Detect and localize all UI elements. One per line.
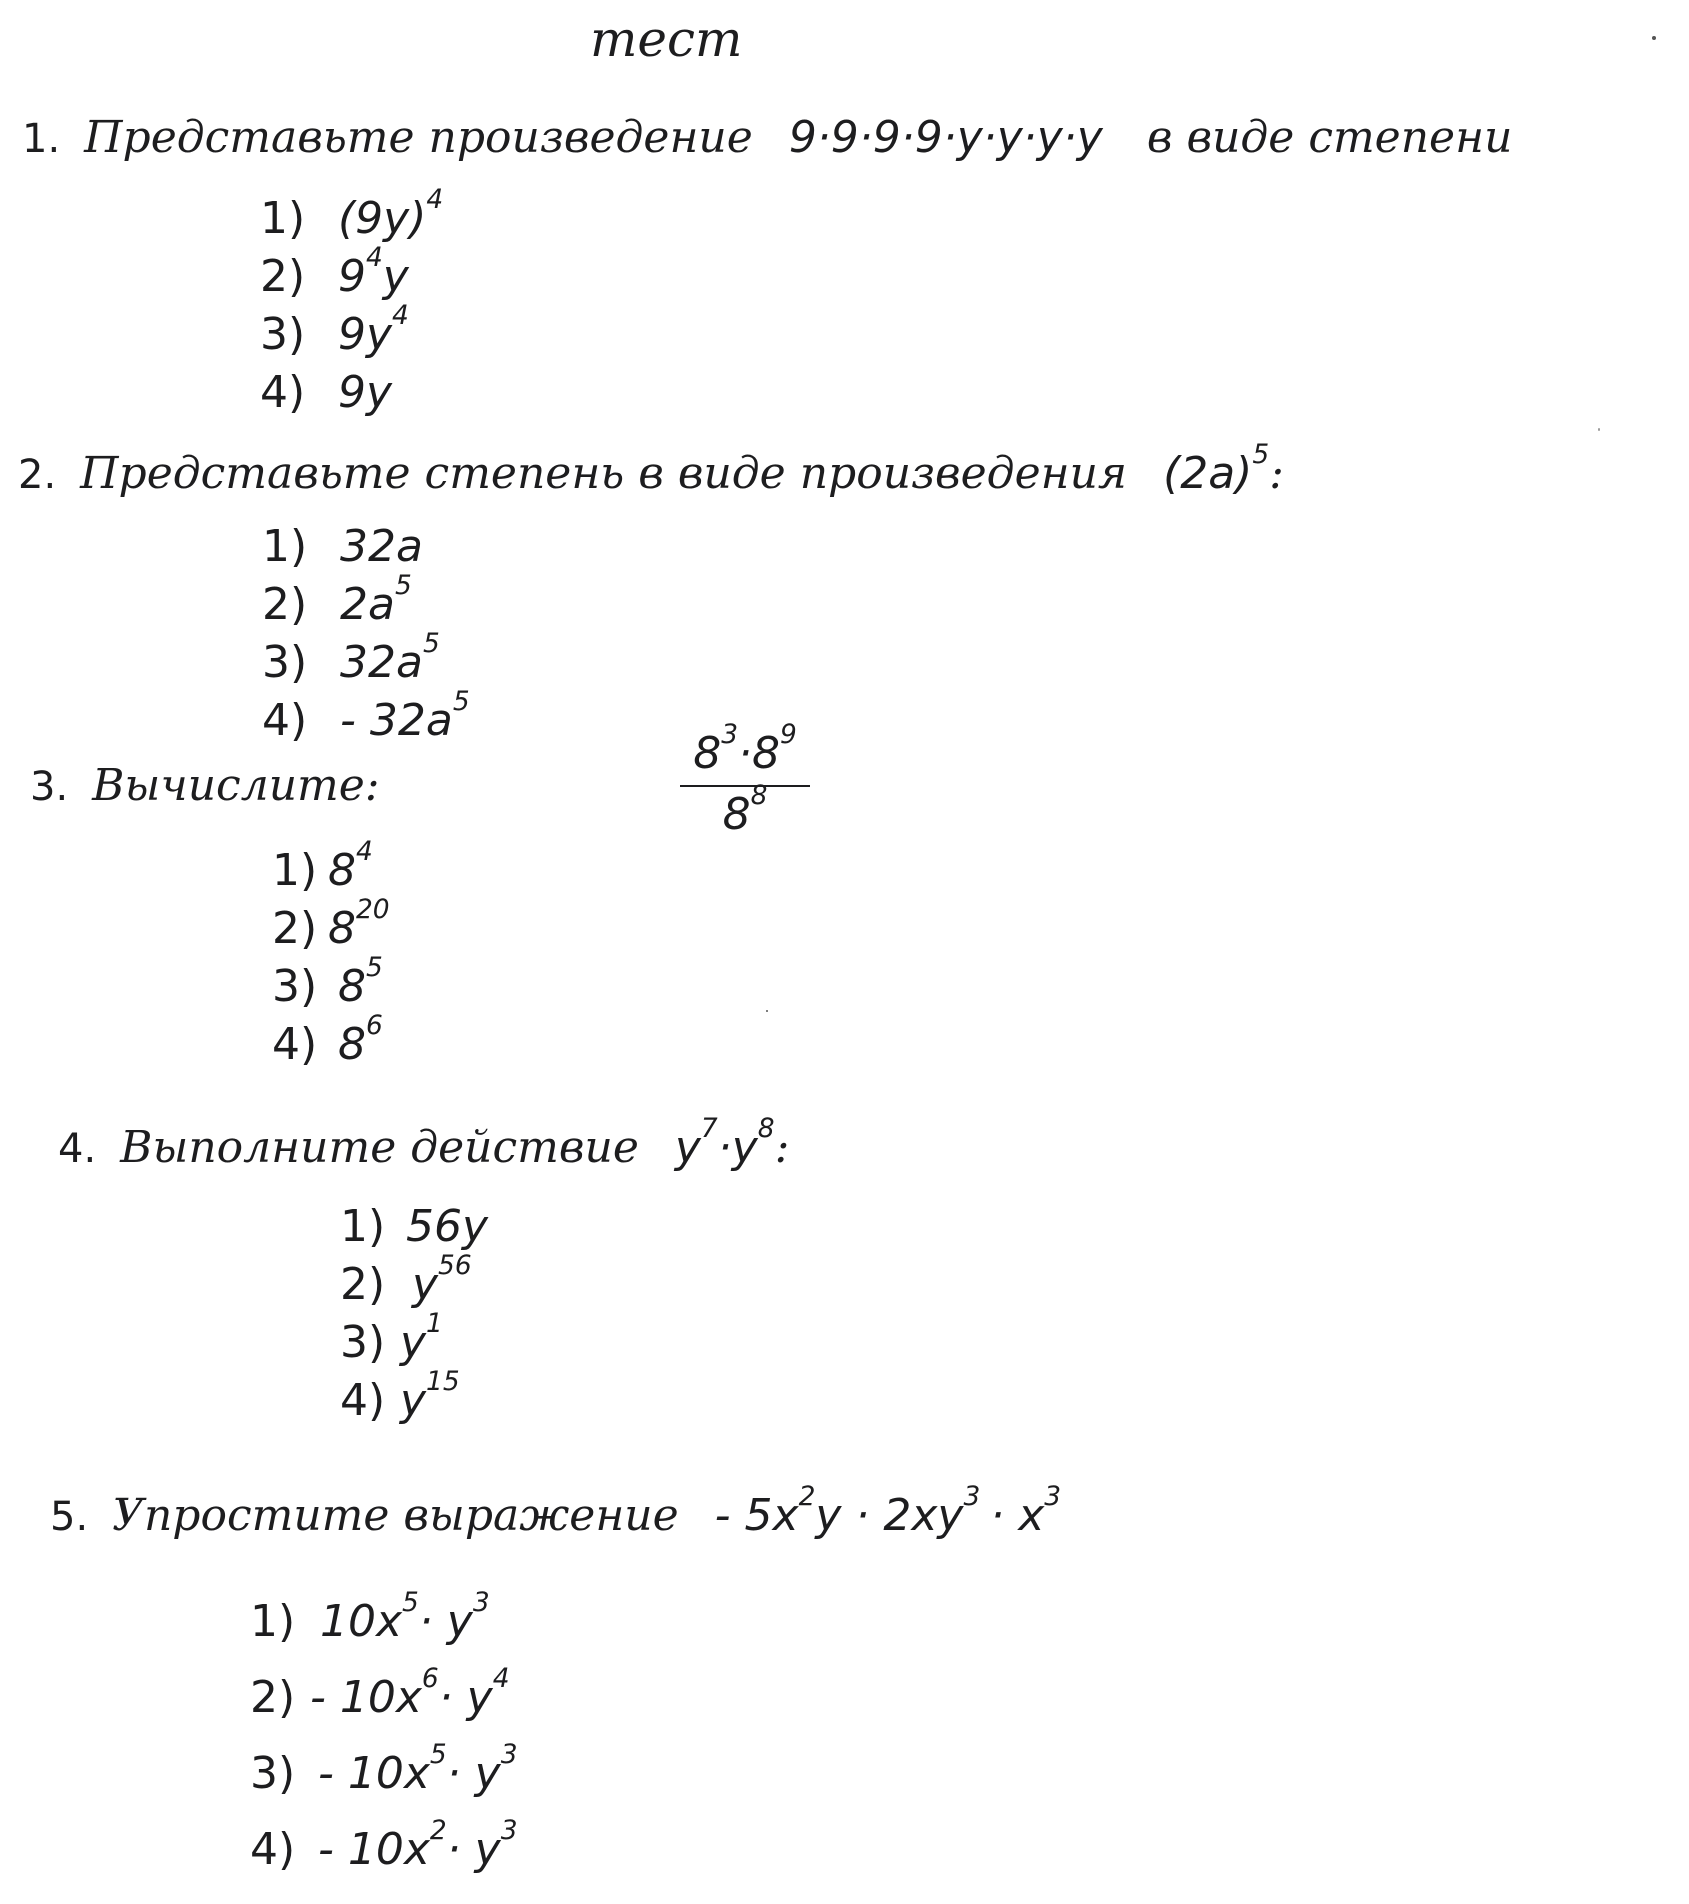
question-text: Выполните действие — [120, 1122, 639, 1173]
option-number: 2) — [262, 579, 308, 630]
answer-options-4 — [340, 1198, 488, 1430]
option-base: 8 — [328, 845, 356, 896]
answer-option[interactable] — [262, 518, 470, 576]
answer-option[interactable] — [340, 1249, 488, 1314]
option-exponent: 15 — [426, 1365, 460, 1397]
answer-option[interactable] — [340, 1198, 488, 1256]
option-base: 2a — [340, 579, 395, 630]
question-3-fraction — [680, 718, 810, 840]
option-exponent: 2 — [429, 1814, 447, 1846]
option-number: 1) — [262, 521, 308, 572]
question-text: Представьте произведение — [84, 112, 753, 163]
option-number: 3) — [340, 1317, 386, 1368]
question-1 — [22, 112, 1512, 163]
question-expression: 9·9·9·9·y·y·y·y — [788, 112, 1103, 163]
numerator-base-a: 8 — [693, 728, 722, 779]
option-number: 2) — [340, 1259, 386, 1310]
option-base: · y — [418, 1596, 473, 1647]
answer-option[interactable] — [250, 1660, 518, 1736]
option-base: 9y — [338, 309, 393, 360]
option-exponent: 3 — [500, 1738, 518, 1770]
option-base: · y — [446, 1748, 501, 1799]
option-tail: y — [382, 251, 409, 302]
fraction-numerator — [680, 718, 810, 779]
answer-option[interactable] — [250, 1812, 518, 1888]
option-base: - 10x — [318, 1748, 430, 1799]
paper-speck — [766, 1010, 768, 1012]
option-exponent: 5 — [452, 685, 470, 717]
answer-option[interactable] — [260, 183, 444, 248]
option-number: 3) — [262, 637, 308, 688]
denominator-base: 8 — [722, 789, 751, 840]
option-base: 8 — [328, 903, 356, 954]
answer-option[interactable] — [272, 951, 390, 1016]
option-exponent: 5 — [422, 627, 440, 659]
option-base: 8 — [338, 1019, 366, 1070]
numerator-exp-a: 3 — [721, 718, 738, 750]
question-4 — [58, 1112, 790, 1173]
answer-option[interactable] — [272, 835, 390, 900]
answer-option[interactable] — [262, 627, 470, 692]
option-exponent: 4 — [392, 299, 409, 331]
answer-option[interactable] — [260, 241, 443, 306]
option-base: · y — [438, 1672, 493, 1723]
question-text: Представьте степень в виде произведения — [80, 448, 1128, 499]
answer-option[interactable] — [272, 1009, 390, 1074]
option-exponent: 20 — [356, 893, 390, 925]
answer-option[interactable] — [272, 893, 390, 958]
option-exponent: 5 — [366, 951, 383, 983]
option-exponent: 5 — [402, 1586, 419, 1618]
answer-options-1 — [260, 183, 444, 422]
question-number: 3. — [30, 764, 69, 810]
question-text: Вычислите: — [92, 760, 380, 811]
option-number: 2) — [260, 251, 306, 302]
question-text: Упростите выражение — [112, 1490, 679, 1541]
question-expression-exponent: 3 — [963, 1480, 981, 1512]
question-suffix: : — [1269, 448, 1284, 499]
option-base: 9y — [338, 367, 393, 418]
option-number: 2) — [250, 1672, 296, 1723]
option-exponent: 5 — [394, 569, 412, 601]
option-base: - 10x — [318, 1824, 430, 1875]
option-exponent: 5 — [429, 1738, 447, 1770]
question-expression-part: · x — [990, 1490, 1045, 1541]
paper-speck — [1652, 36, 1656, 40]
option-exponent: 6 — [366, 1009, 383, 1041]
option-exponent: 4 — [426, 183, 444, 215]
option-base: 10x — [320, 1596, 403, 1647]
question-expression-dot: · — [717, 1122, 732, 1173]
question-expression-exp-a: 7 — [700, 1112, 718, 1144]
option-exponent: 56 — [438, 1249, 472, 1281]
fraction-denominator — [680, 779, 810, 840]
question-expression-exponent: 2 — [798, 1480, 816, 1512]
option-number: 1) — [260, 193, 306, 244]
option-base: 8 — [338, 961, 366, 1012]
question-expression: (2a) — [1163, 448, 1253, 499]
option-base: 32a — [340, 521, 423, 572]
option-base: - 10x — [310, 1672, 422, 1723]
answer-option[interactable] — [262, 685, 470, 750]
option-base: (9y) — [338, 193, 427, 244]
question-5 — [50, 1480, 1062, 1541]
question-expression-b: y — [731, 1122, 758, 1173]
answer-options-2 — [262, 518, 470, 750]
answer-options-3 — [272, 835, 390, 1074]
option-exponent: 6 — [421, 1662, 439, 1694]
numerator-base-b: 8 — [752, 728, 780, 779]
page-title: тест — [590, 10, 743, 68]
option-base: · y — [446, 1824, 501, 1875]
answer-option[interactable] — [260, 299, 443, 364]
option-base: 32a — [340, 637, 423, 688]
option-exponent: 4 — [366, 241, 383, 273]
answer-option[interactable] — [262, 569, 470, 634]
option-number: 4) — [250, 1824, 296, 1875]
option-number: 3) — [250, 1748, 296, 1799]
option-number: 4) — [260, 367, 306, 418]
question-suffix: : — [774, 1122, 790, 1173]
option-exponent: 4 — [492, 1662, 510, 1694]
numerator-exp-b: 9 — [780, 718, 797, 750]
option-base: y — [412, 1259, 439, 1310]
option-base: 9 — [338, 251, 366, 302]
option-exponent: 1 — [426, 1307, 443, 1339]
option-base: y — [400, 1317, 427, 1368]
option-number: 2) — [272, 903, 318, 954]
option-base: 56y — [406, 1201, 489, 1252]
denominator-exp: 8 — [750, 779, 768, 811]
answer-option[interactable] — [340, 1307, 488, 1372]
option-number: 3) — [272, 961, 318, 1012]
question-3 — [30, 760, 380, 811]
question-expression-part: y · 2xy — [815, 1490, 964, 1541]
answer-options-5 — [250, 1584, 518, 1888]
option-number: 1) — [340, 1201, 386, 1252]
answer-option[interactable] — [340, 1365, 488, 1430]
option-exponent: 4 — [356, 835, 373, 867]
question-expression-exponent: 3 — [1044, 1480, 1062, 1512]
answer-option[interactable] — [250, 1584, 518, 1660]
paper-speck — [1598, 428, 1600, 431]
question-number: 4. — [58, 1126, 97, 1172]
option-number: 4) — [262, 695, 308, 746]
question-2 — [18, 438, 1284, 499]
option-number: 4) — [272, 1019, 318, 1070]
option-number: 1) — [272, 845, 318, 896]
question-expression-exponent: 5 — [1252, 438, 1270, 470]
option-number: 4) — [340, 1375, 386, 1426]
numerator-dot: · — [738, 728, 752, 779]
option-number: 1) — [250, 1596, 296, 1647]
question-expression-exp-b: 8 — [757, 1112, 775, 1144]
option-exponent: 3 — [500, 1814, 518, 1846]
option-exponent: 3 — [472, 1586, 490, 1618]
fraction-bar — [680, 785, 810, 787]
question-expression-part: - 5x — [714, 1490, 799, 1541]
answer-option[interactable] — [260, 364, 443, 422]
question-expression-a: y — [674, 1122, 701, 1173]
option-base: - 32a — [340, 695, 453, 746]
question-number: 1. — [22, 116, 61, 162]
question-number: 2. — [18, 452, 57, 498]
answer-option[interactable] — [250, 1736, 518, 1812]
option-base: y — [400, 1375, 427, 1426]
question-number: 5. — [50, 1494, 89, 1540]
option-number: 3) — [260, 309, 306, 360]
question-suffix: в виде степени — [1146, 112, 1513, 163]
